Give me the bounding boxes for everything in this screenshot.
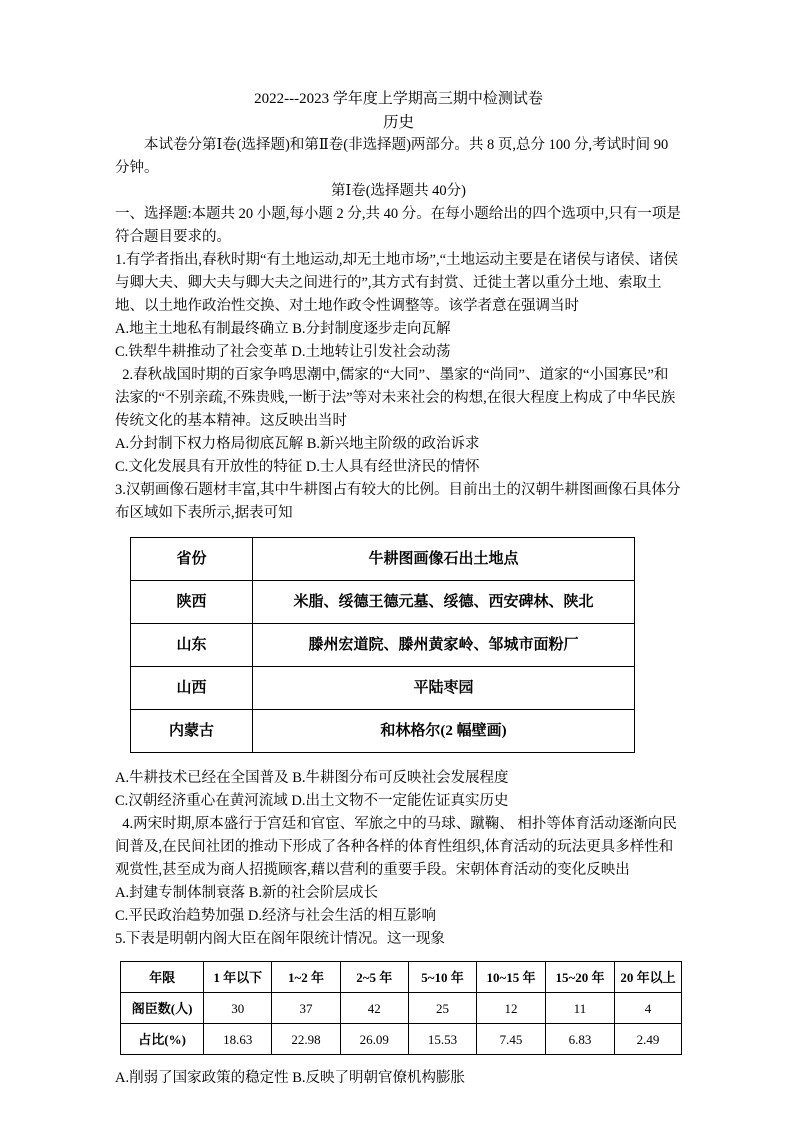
question-4: [115, 813, 682, 928]
table-cell: 1~2 年: [272, 962, 340, 993]
table-cell: 牛耕图画像石出土地点: [253, 538, 635, 581]
table-cell: 15.53: [408, 1024, 476, 1055]
question-5-options-ab: A.削弱了国家政策的稳定性 B.反映了明朝官僚机构膨胀: [115, 1070, 466, 1086]
table-cell: 陕西: [131, 581, 253, 624]
table-cell: 1 年以下: [204, 962, 272, 993]
table-row: [131, 538, 635, 581]
question-1-options-ab: A.地主土地私有制最终确立 B.分封制度逐步走向瓦解: [115, 321, 451, 337]
exam-title: 2022---2023 学年度上学期高三期中检测试卷: [254, 91, 543, 107]
table-cell: 滕州宏道院、滕州黄家岭、邹城市面粉厂: [253, 624, 635, 667]
question-3-options-ab: A.牛耕技术已经在全国普及 B.牛耕图分布可反映社会发展程度: [115, 770, 509, 786]
question-5: [115, 928, 682, 1090]
question-3-options-cd: C.汉朝经济重心在黄河流域 D.出土文物不一定能佐证真实历史: [115, 793, 509, 809]
table-cell: 5~10 年: [408, 962, 476, 993]
table-cell: 15~20 年: [546, 962, 615, 993]
question-1: [115, 249, 682, 364]
table-cell: 内蒙古: [131, 710, 253, 753]
table-cell: 26.09: [340, 1024, 408, 1055]
question-4-options-ab: A.封建专制体制衰落 B.新的社会阶层成长: [115, 885, 379, 901]
table-row: [131, 581, 635, 624]
question-5-text: 5.下表是明朝内阁大臣在阁年限统计情况。这一现象: [115, 931, 445, 947]
table-cell: 4: [614, 993, 681, 1024]
cattle-plowing-stones-table: [130, 537, 635, 753]
question-4-text: 4.两宋时期,原本盛行于宫廷和官宦、军旅之中的马球、蹴鞠、 相扑等体育活动逐渐向民间普及,在民间社团的推动下形成了各种各样的体育性组织,体育活动的玩法更具多样性和观赏性,甚至成为商人招揽顾客,藉以营利的重要手段。宋朝体育活动的变化反映出: [115, 816, 677, 878]
table-row: [121, 1024, 682, 1055]
cabinet-tenure-table: [120, 961, 682, 1055]
table-cell: 25: [408, 993, 476, 1024]
table-cell: 2.49: [614, 1024, 681, 1055]
exam-content: [115, 88, 682, 1090]
table-cell: 6.83: [546, 1024, 615, 1055]
table-cell: 平陆枣园: [253, 667, 635, 710]
question-2-options-cd: C.文化发展具有开放性的特征 D.士人具有经世济民的情怀: [115, 459, 480, 475]
table-cell: 10~15 年: [477, 962, 546, 993]
question-2-options-ab: A.分封制下权力格局彻底瓦解 B.新兴地主阶级的政治诉求: [115, 436, 480, 452]
table-cell: 山东: [131, 624, 253, 667]
table-cell: 12: [477, 993, 546, 1024]
table-cell: 42: [340, 993, 408, 1024]
table-row: [131, 710, 635, 753]
table-cell: 11: [546, 993, 615, 1024]
table-row: [131, 667, 635, 710]
question-2-text: 2.春秋战国时期的百家争鸣思潮中,儒家的“大同”、墨家的“尚同”、道家的“小国寡民”和法家的“不别亲疏,不殊贵贱,一断于法”等对未来社会的构想,在很大程度上构成了中华民族传统文化的基本精神。这反映出当时: [115, 367, 676, 429]
table-cell: 20 年以上: [614, 962, 681, 993]
question-2: [115, 364, 682, 479]
table-cell: 37: [272, 993, 340, 1024]
question-3-text: 3.汉朝画像石题材丰富,其中牛耕图占有较大的比例。目前出土的汉朝牛耕图画像石具体分布区域如下表所示,据表可知: [115, 482, 681, 521]
table-cell: 年限: [121, 962, 204, 993]
table-cell: 7.45: [477, 1024, 546, 1055]
question-1-options-cd: C.铁犁牛耕推动了社会变革 D.土地转让引发社会动荡: [115, 344, 451, 360]
section-1-directions: 一、选择题:本题共 20 小题,每小题 2 分,共 40 分。在每小题给出的四个选项中,只有一项是符合题目要求的。: [115, 206, 681, 245]
question-3: [115, 479, 682, 813]
table-cell: 2~5 年: [340, 962, 408, 993]
table-cell: 米脂、绥德王德元墓、绥德、西安碑林、陕北: [253, 581, 635, 624]
table-cell: 18.63: [204, 1024, 272, 1055]
table-row: [131, 624, 635, 667]
question-4-options-cd: C.平民政治趋势加强 D.经济与社会生活的相互影响: [115, 908, 437, 924]
table-row: [121, 993, 682, 1024]
table-cell: 30: [204, 993, 272, 1024]
table-cell: 阁臣数(人): [121, 993, 204, 1024]
section-1-header: 第Ⅰ卷(选择题共 40分): [330, 183, 466, 199]
table-cell: 占比(%): [121, 1024, 204, 1055]
table-cell: 22.98: [272, 1024, 340, 1055]
table-cell: 省份: [131, 538, 253, 581]
question-1-text: 1.有学者指出,春秋时期“有土地运动,却无土地市场”,“土地运动主要是在诸侯与诸侯、诸侯与卿大夫、卿大夫与卿大夫之间进行的”,其方式有封赏、迁徙土著以重分土地、索取土地、以土地作政治性交换、对土地作政令性调整等。该学者意在强调当时: [115, 252, 679, 314]
exam-intro: 本试卷分第Ⅰ卷(选择题)和第Ⅱ卷(非选择题)两部分。共 8 页,总分 100 分,考试时间 90 分钟。: [115, 137, 669, 176]
table-row: [121, 962, 682, 993]
exam-subject: 历史: [382, 114, 414, 131]
table-cell: 山西: [131, 667, 253, 710]
table-cell: 和林格尔(2 幅壁画): [253, 710, 635, 753]
